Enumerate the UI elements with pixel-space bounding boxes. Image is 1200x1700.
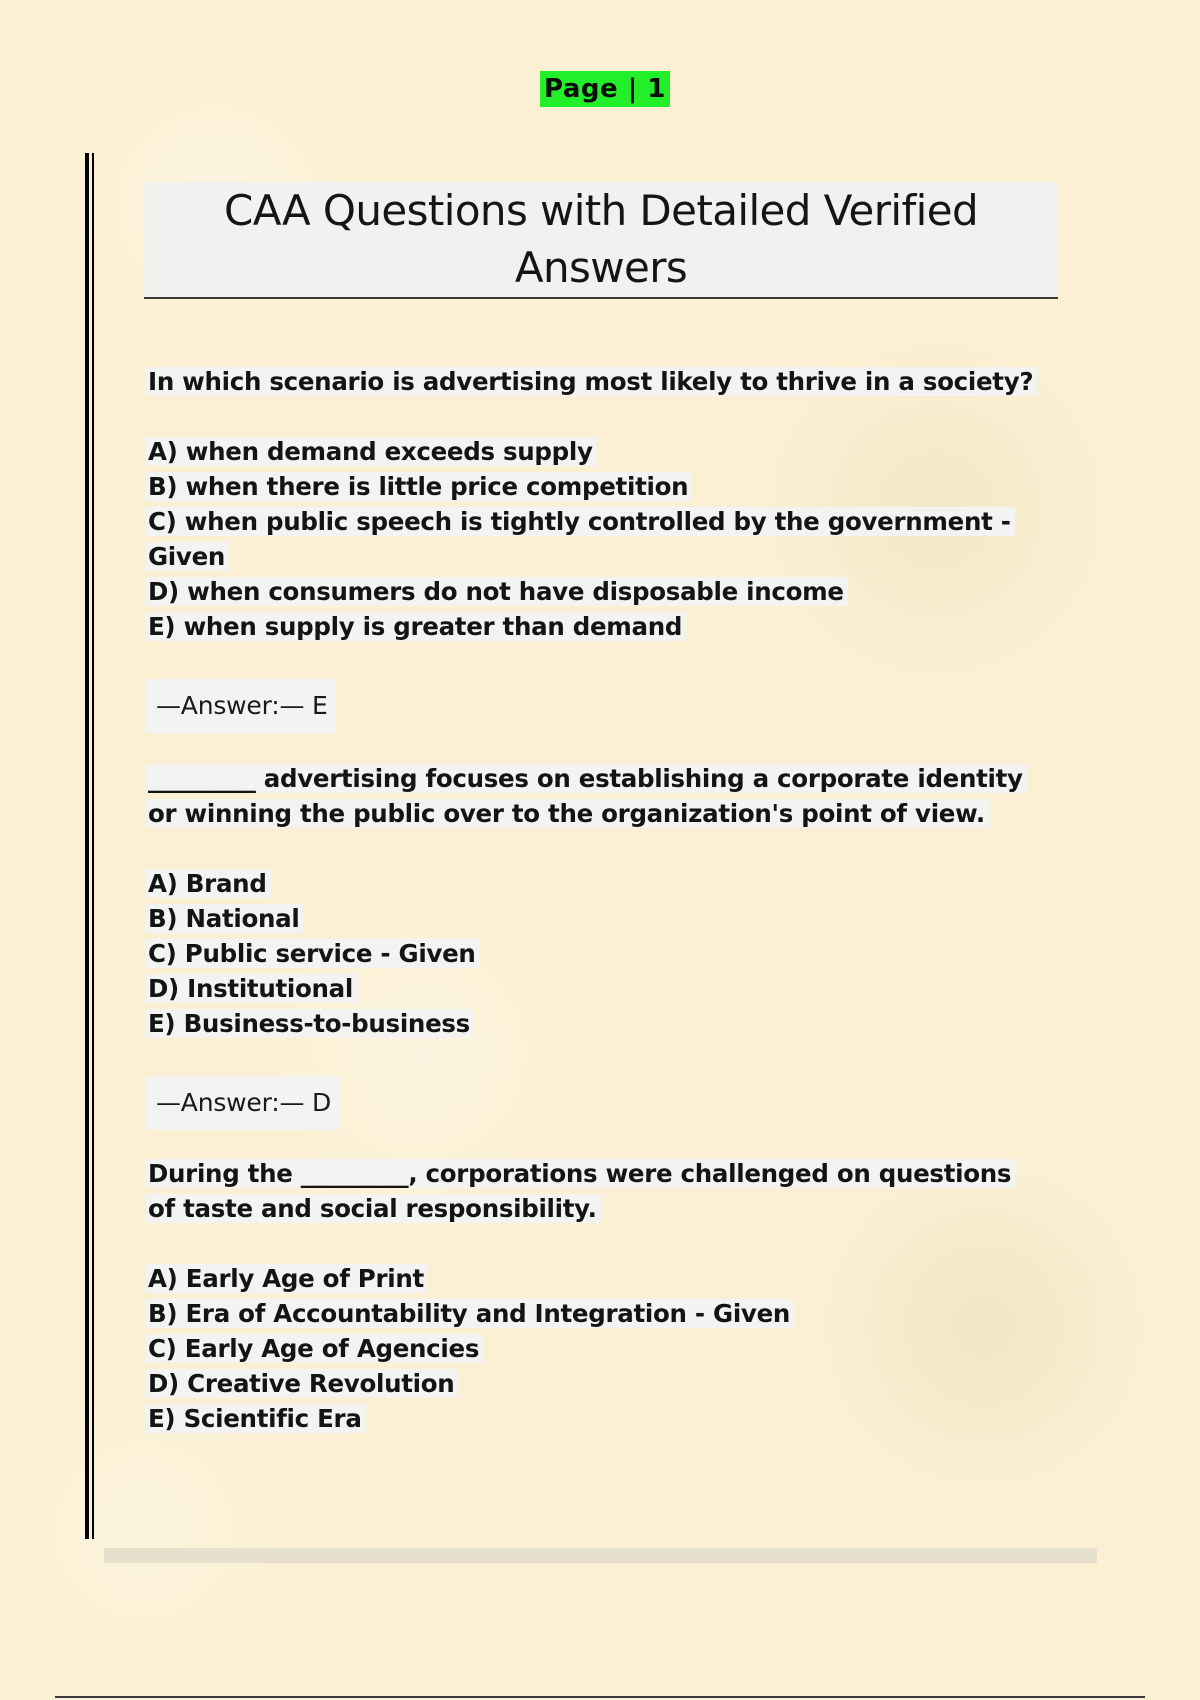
- option-b-text: B) Era of Accountability and Integration - Given: [146, 1299, 794, 1328]
- option-item: [146, 866, 1046, 901]
- answer-value: E: [312, 691, 328, 720]
- option-c-text: C) when public speech is tightly controlled by the government - Given: [146, 507, 1015, 571]
- option-b-text: B) when there is little price competition: [146, 472, 692, 501]
- option-d-text: D) Institutional: [146, 974, 357, 1003]
- question-block-1: [146, 364, 1046, 733]
- question-block-2: [146, 761, 1046, 1130]
- option-item: [146, 609, 1046, 644]
- document-title: [144, 182, 1058, 299]
- option-item: [146, 434, 1046, 469]
- question-list: [146, 364, 1046, 1436]
- answer-box-2: [146, 1076, 339, 1130]
- option-item: [146, 971, 1046, 1006]
- option-a-text: A) Brand: [146, 869, 271, 898]
- question-1-options: [146, 434, 1046, 644]
- option-item: [146, 574, 1046, 609]
- option-item: [146, 1331, 1046, 1366]
- answer-label: —Answer:—: [156, 1088, 305, 1117]
- option-d-text: D) Creative Revolution: [146, 1369, 458, 1398]
- answer-box-1: [146, 679, 336, 733]
- option-c-text: C) Public service - Given: [146, 939, 480, 968]
- option-c-text: C) Early Age of Agencies: [146, 1334, 483, 1363]
- question-2-text: _________ advertising focuses on establishing a corporate identity or winning the public over to the organization's point of view.: [146, 764, 1027, 828]
- option-a-text: A) when demand exceeds supply: [146, 437, 597, 466]
- question-1-text: In which scenario is advertising most likely to thrive in a society?: [146, 367, 1037, 396]
- option-item: [146, 1366, 1046, 1401]
- option-a-text: A) Early Age of Print: [146, 1264, 428, 1293]
- option-item: [146, 469, 1046, 504]
- question-3-text: During the _________, corporations were challenged on questions of taste and social responsibility.: [146, 1159, 1015, 1223]
- page-bottom-bar: [104, 1548, 1097, 1563]
- option-item: [146, 1006, 1046, 1041]
- page-number-label: Page | 1: [540, 71, 670, 107]
- option-d-text: D) when consumers do not have disposable income: [146, 577, 848, 606]
- answer-value: D: [312, 1088, 332, 1117]
- left-margin-rule: [85, 153, 89, 1539]
- question-3-options: [146, 1261, 1046, 1436]
- question-2-options: [146, 866, 1046, 1041]
- option-item: [146, 901, 1046, 936]
- option-e-text: E) Business-to-business: [146, 1009, 474, 1038]
- option-item: [146, 936, 1046, 971]
- question-block-3: [146, 1156, 1046, 1436]
- answer-row: [146, 1076, 1046, 1130]
- option-e-text: E) when supply is greater than demand: [146, 612, 686, 641]
- question-text: [146, 761, 1046, 831]
- option-item: [146, 1261, 1046, 1296]
- question-text: [146, 1156, 1046, 1226]
- answer-label: —Answer:—: [156, 691, 305, 720]
- question-text: [146, 364, 1046, 399]
- option-item: [146, 504, 1046, 574]
- option-e-text: E) Scientific Era: [146, 1404, 366, 1433]
- footer-rule: [55, 1696, 1145, 1698]
- option-b-text: B) National: [146, 904, 303, 933]
- option-item: [146, 1401, 1046, 1436]
- document-title-line-1: CAA Questions with Detailed Verified: [223, 186, 979, 235]
- option-item: [146, 1296, 1046, 1331]
- document-title-line-2: Answers: [514, 243, 688, 292]
- answer-row: [146, 679, 1046, 733]
